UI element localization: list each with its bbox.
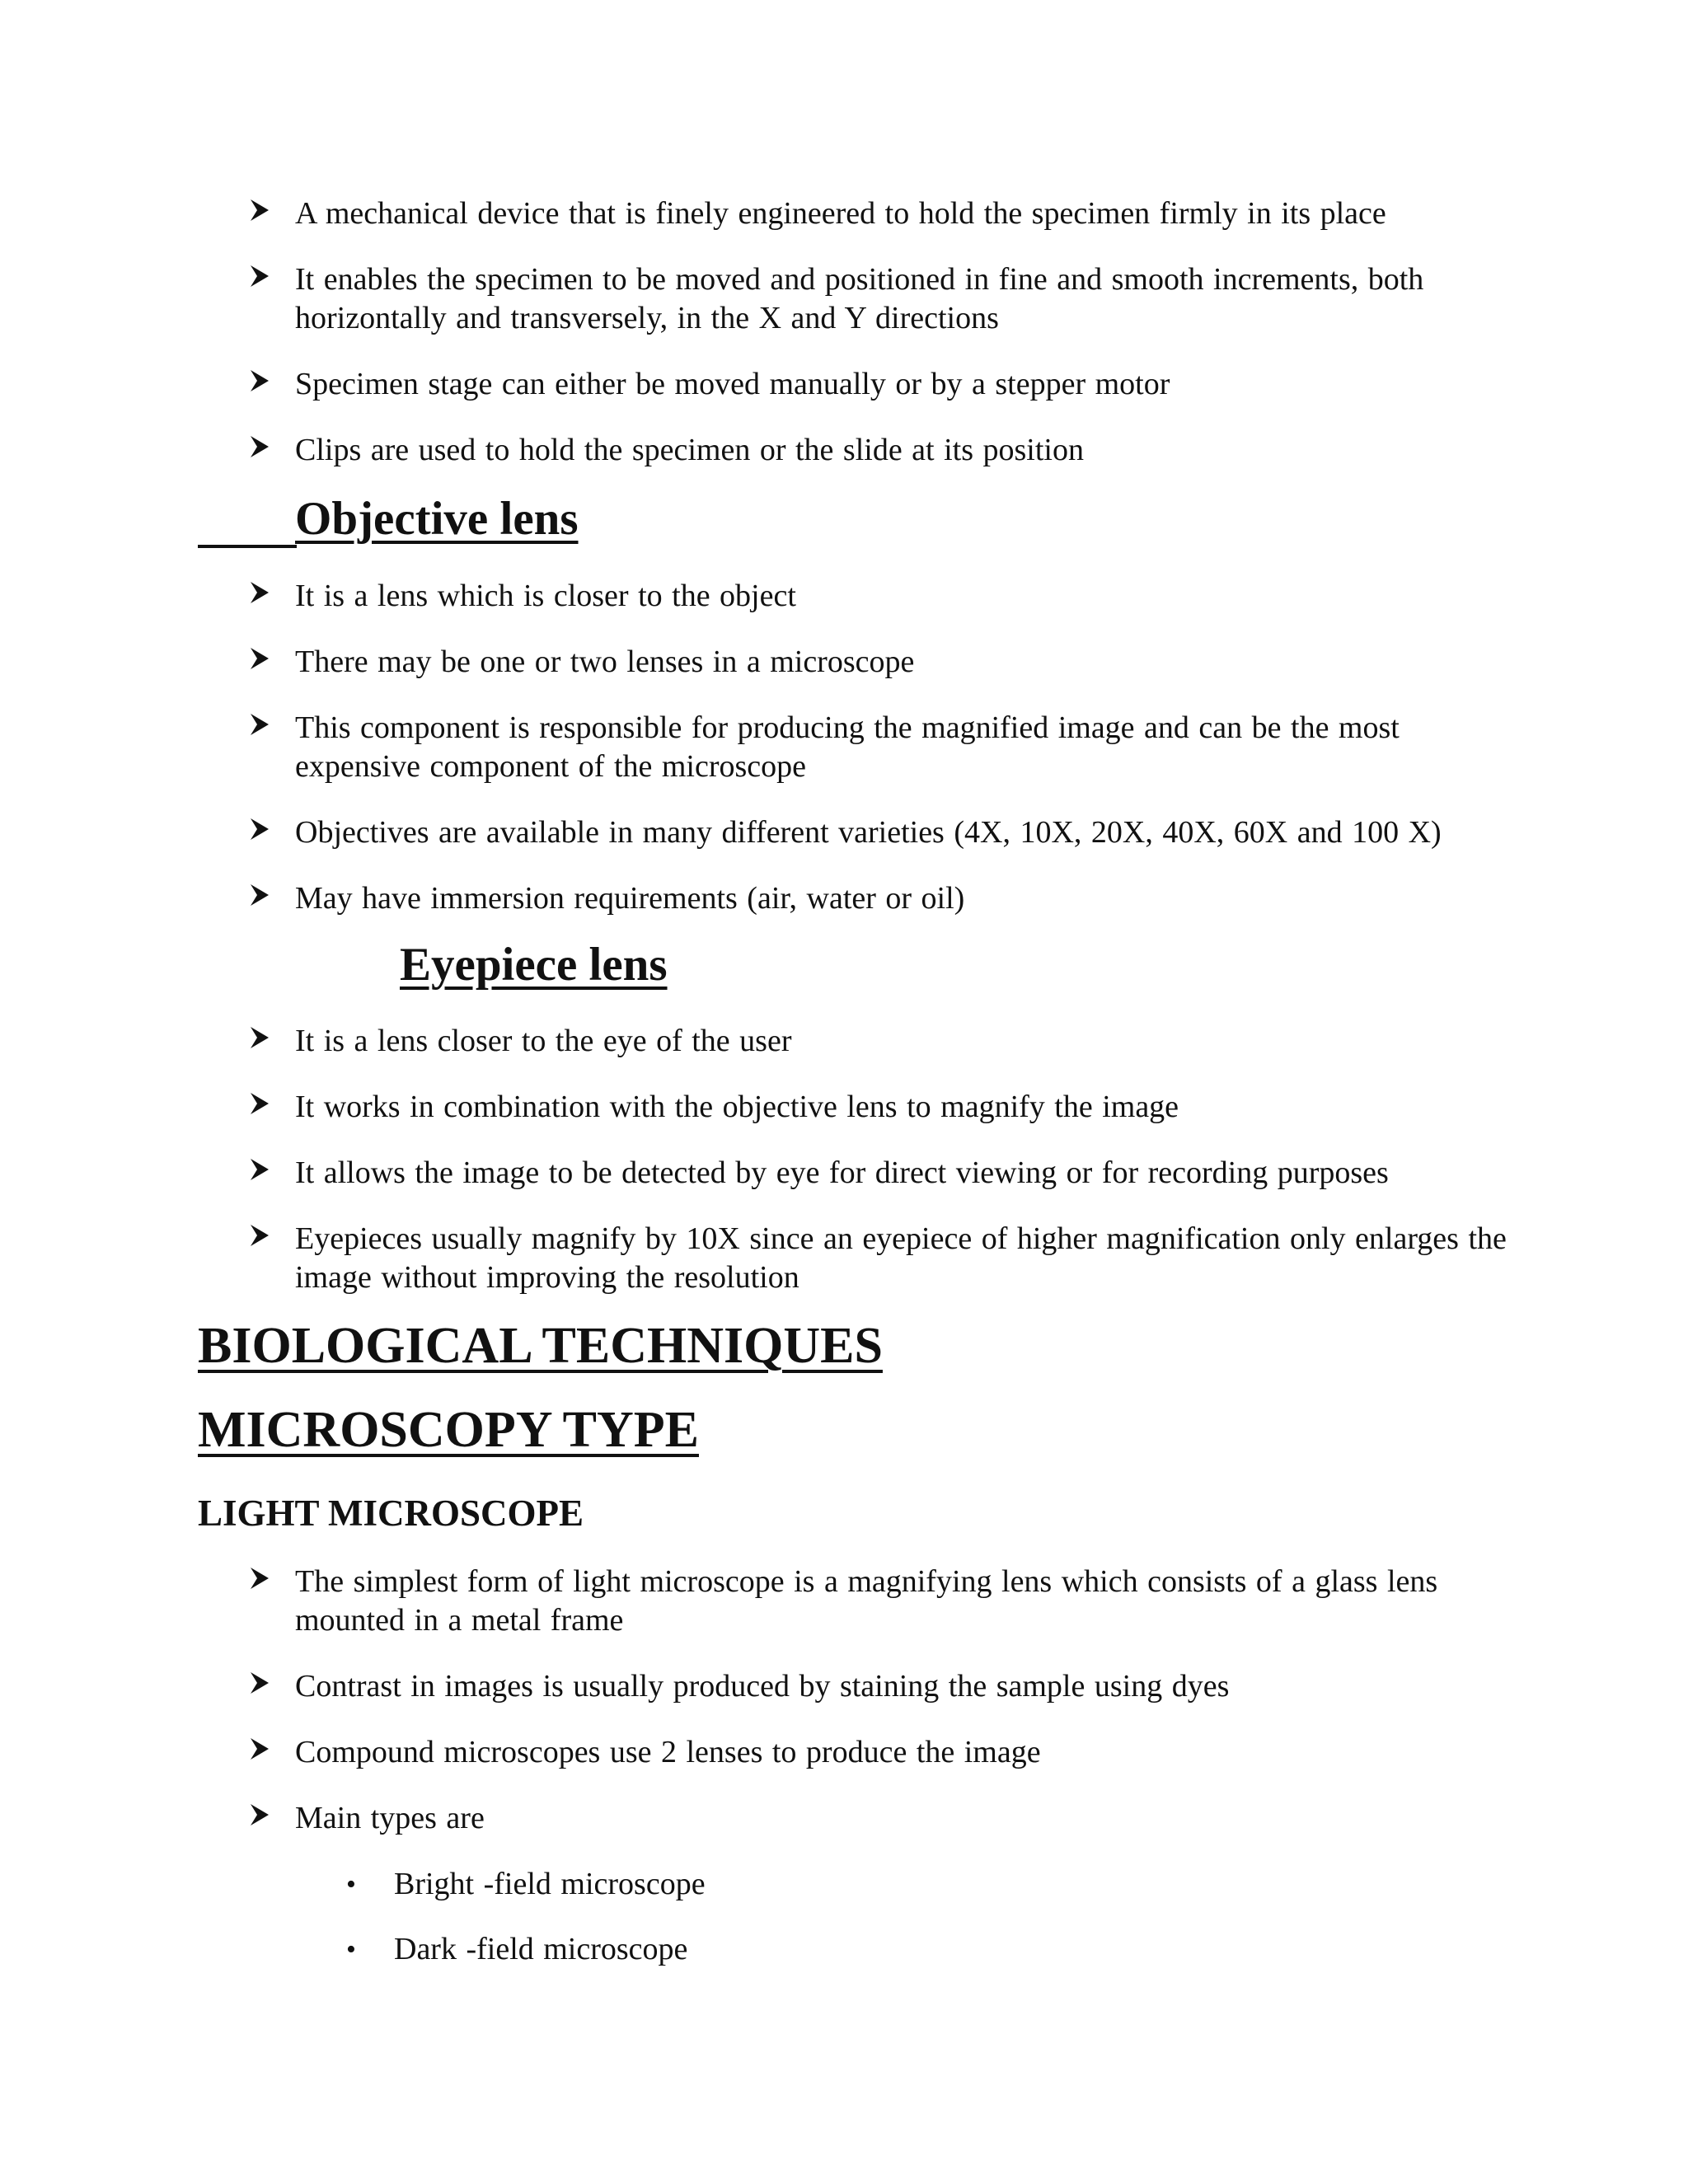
list-item-text: A mechanical device that is finely engineered to hold the specimen firmly in its place	[295, 196, 1386, 231]
eyepiece-bullet-list	[0, 1022, 1688, 1324]
arrow-bullet-icon	[249, 580, 270, 605]
dot-bullet-icon: •	[346, 1869, 356, 1900]
list-item	[0, 365, 1688, 404]
arrow-bullet-icon	[249, 368, 270, 393]
objective-lens-heading: Objective lens	[295, 493, 579, 545]
list-item-text: This component is responsible for producing the magnified image and can be the most expensive component of the microscope	[295, 710, 1400, 784]
list-item	[0, 1733, 1688, 1772]
list-item	[0, 879, 1688, 918]
list-item	[0, 1154, 1688, 1193]
list-item	[0, 1799, 1688, 1838]
list-item	[0, 431, 1688, 470]
arrow-bullet-icon	[249, 1671, 270, 1695]
arrow-bullet-icon	[249, 1566, 270, 1591]
list-item	[0, 1220, 1688, 1297]
list-item-text: It is a lens which is closer to the object	[295, 579, 796, 613]
arrow-bullet-icon	[249, 1091, 270, 1116]
list-item	[0, 813, 1688, 852]
arrow-bullet-icon	[249, 1157, 270, 1182]
list-item-text: Objectives are available in many different varieties (4X, 10X, 20X, 40X, 60X and 100 X)	[295, 815, 1442, 850]
list-item-text: It allows the image to be detected by eye for direct viewing or for recording purposes	[295, 1155, 1389, 1190]
light-microscope-bullet-list	[0, 1563, 1688, 1995]
light-microscope-heading: LIGHT MICROSCOPE	[198, 1493, 584, 1534]
arrow-bullet-icon	[249, 1223, 270, 1248]
list-item	[0, 1667, 1688, 1706]
list-item-text: Contrast in images is usually produced by staining the sample using dyes	[295, 1669, 1230, 1704]
arrow-bullet-icon	[249, 1025, 270, 1050]
arrow-bullet-icon	[249, 1736, 270, 1761]
list-item-text: Specimen stage can either be moved manually or by a stepper motor	[295, 367, 1170, 401]
list-item-text: Compound microscopes use 2 lenses to produce the image	[295, 1735, 1041, 1769]
list-item	[0, 1563, 1688, 1640]
sub-list-item	[0, 1930, 1688, 1969]
arrow-bullet-icon	[249, 883, 270, 907]
eyepiece-lens-heading: Eyepiece lens	[400, 939, 668, 991]
list-item-text: Main types are	[295, 1801, 485, 1835]
arrow-bullet-icon	[249, 646, 270, 671]
arrow-bullet-icon	[249, 434, 270, 459]
list-item	[0, 643, 1688, 682]
sub-list-item-text: Bright -field microscope	[394, 1867, 706, 1901]
list-item-text: Eyepieces usually magnify by 10X since an eyepiece of higher magnification only enlarges the image without improving the resolution	[295, 1221, 1507, 1295]
list-item-text: Clips are used to hold the specimen or the slide at its position	[295, 433, 1084, 467]
dot-bullet-icon: •	[346, 1934, 356, 1965]
stage-bullet-list	[0, 194, 1688, 497]
list-item-text: It is a lens closer to the eye of the user	[295, 1024, 792, 1058]
list-item	[0, 194, 1688, 233]
arrow-bullet-icon	[249, 712, 270, 737]
list-item-text: It works in combination with the objective lens to magnify the image	[295, 1090, 1179, 1124]
arrow-bullet-icon	[249, 817, 270, 841]
list-item	[0, 260, 1688, 338]
arrow-bullet-icon	[249, 198, 270, 223]
list-item	[0, 577, 1688, 616]
list-item-text: The simplest form of light microscope is a magnifying lens which consists of a glass lens mounted in a metal frame	[295, 1564, 1438, 1638]
list-item-text: It enables the specimen to be moved and positioned in fine and smooth increments, both horizontally and transversely, in the X and Y directions	[295, 262, 1424, 335]
heading-leader-rule	[198, 545, 297, 548]
list-item	[0, 709, 1688, 786]
list-item	[0, 1022, 1688, 1061]
list-item	[0, 1088, 1688, 1127]
list-item-text: May have immersion requirements (air, water or oil)	[295, 881, 965, 916]
arrow-bullet-icon	[249, 1802, 270, 1827]
arrow-bullet-icon	[249, 264, 270, 288]
sub-list-item-text: Dark -field microscope	[394, 1932, 688, 1966]
objective-bullet-list	[0, 577, 1688, 945]
sub-list-item	[0, 1865, 1688, 1904]
biological-techniques-heading: BIOLOGICAL TECHNIQUES	[198, 1318, 883, 1374]
list-item-text: There may be one or two lenses in a microscope	[295, 644, 915, 679]
microscopy-type-heading: MICROSCOPY TYPE	[198, 1402, 699, 1458]
